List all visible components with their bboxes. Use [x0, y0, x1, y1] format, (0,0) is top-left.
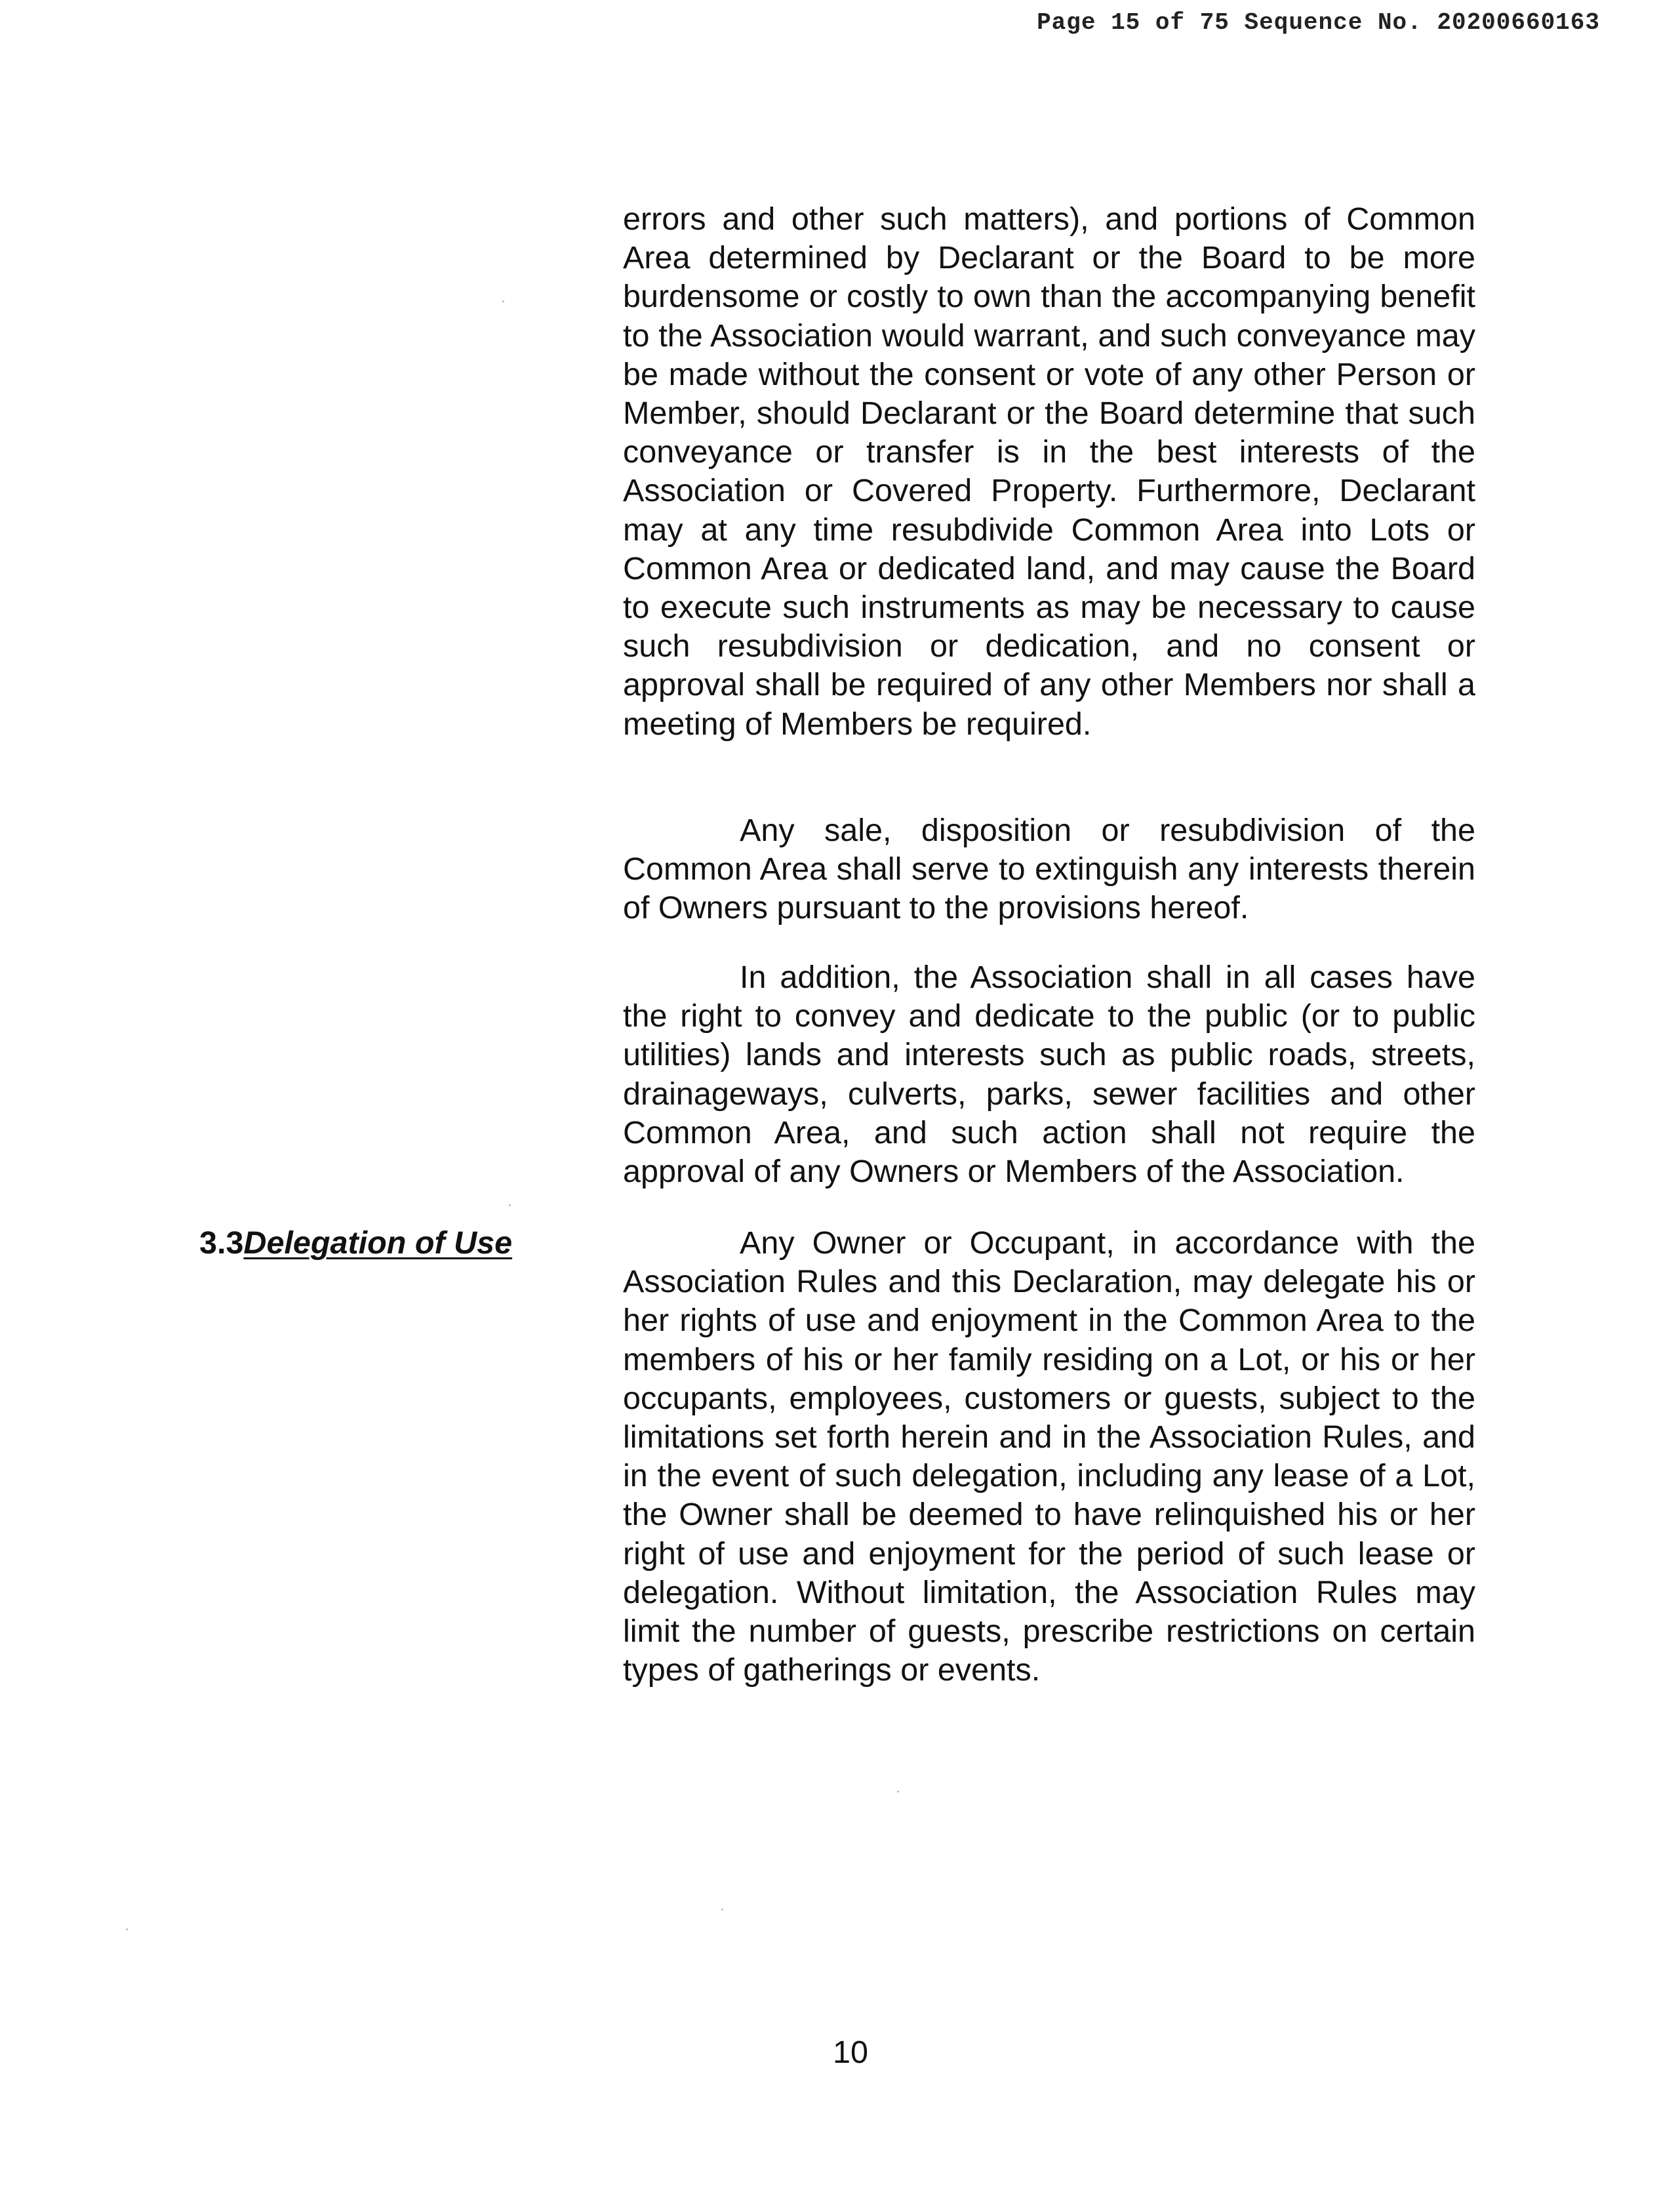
body-paragraph-4: Any Owner or Occupant, in accordance with the Association Rules and this Declaration, may delegate his or her rights of use and enjoyment in the Common Area to the members of his or her family residing on a Lot, or his or her occupants, employees, customers or guests, subject to the limitations set forth herein and in the Association Rules, and in the event of such delegation, including any lease of a Lot, the Owner shall be deemed to have relinquished his or her right of use and enjoyment for the period of such lease or delegation. Without limitation, the Association Rules may limit the number of guests, prescribe restrictions on certain types of gatherings or events. [623, 1225, 1475, 1688]
scan-speck [509, 1204, 511, 1206]
body-paragraph-2: Any sale, disposition or resubdivision of the Common Area shall serve to extinguish any interests therein of Owners pursuant to the provisions hereof. [623, 813, 1475, 926]
section-title: Delegation of Use [243, 1225, 513, 1261]
section-number: 3.3 [199, 1225, 244, 1261]
page-number: 10 [833, 2035, 868, 2070]
body-paragraph-3: In addition, the Association shall in all cases have the right to convey and dedicate to the public (or to public utilities) lands and interests such as public roads, streets, drainageways, culverts, parks, sewer facilities and other Common Area, and such action shall not require the approval of any Owners or Members of the Association. [623, 960, 1475, 1190]
scan-speck [126, 1928, 128, 1930]
page-header: Page 15 of 75 Sequence No. 20200660163 [1037, 9, 1600, 36]
section-heading [199, 1224, 512, 1263]
scan-speck [502, 300, 504, 302]
body-paragraph-1: errors and other such matters), and portions of Common Area determined by Declarant or the Board to be more burdensome or costly to own than the accompanying benefit to the Association would warrant, and such conveyance may be made without the consent or vote of any other Person or Member, should Declarant or the Board determine that such conveyance or transfer is in the best interests of the Association or Covered Property. Furthermore, Declarant may at any time resubdivide Common Area into Lots or Common Area or dedicated land, and may cause the Board to execute such instruments as may be necessary to cause such resubdivision or dedication, and no consent or approval shall be required of any other Members nor shall a meeting of Members be required. [623, 201, 1475, 742]
scan-speck [721, 1909, 723, 1911]
scan-speck [897, 1791, 899, 1793]
